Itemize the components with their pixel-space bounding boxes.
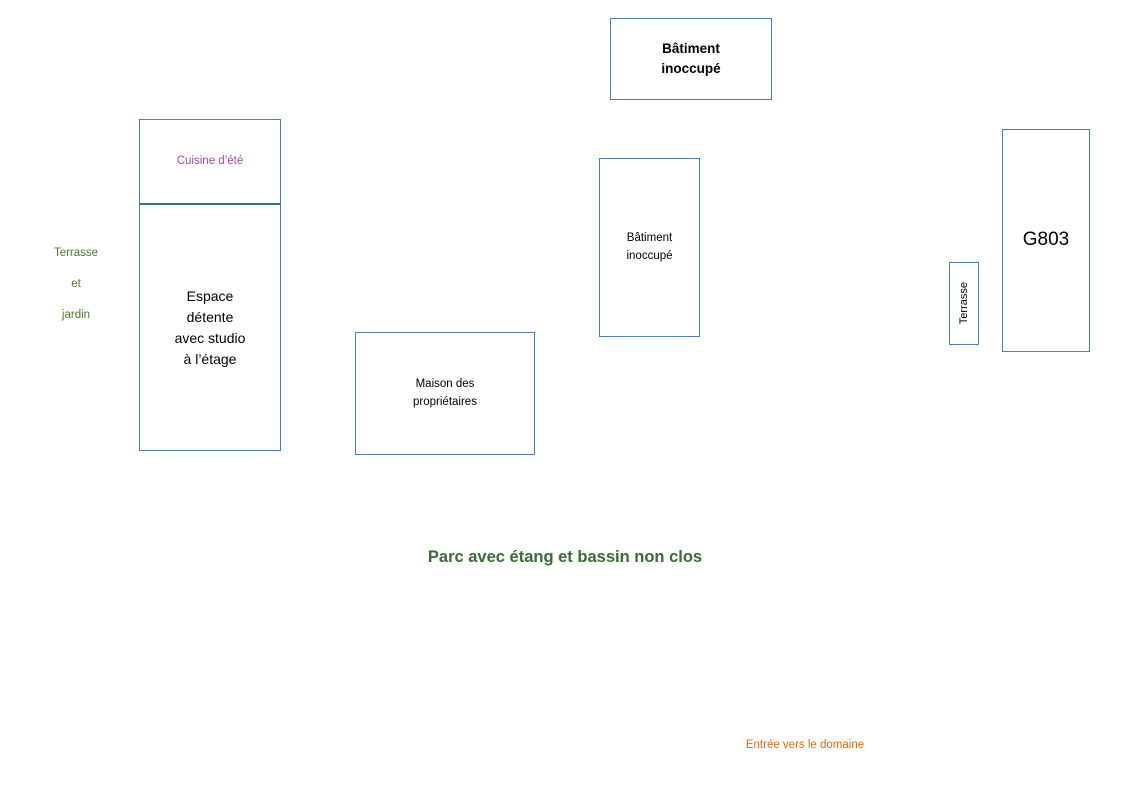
building-g803 — [1002, 129, 1090, 352]
building-label: G803 — [1022, 229, 1070, 251]
building-espace-detente — [139, 205, 281, 451]
building-maison-des-proprietaires — [355, 332, 535, 455]
building-label: Terrasse — [957, 282, 970, 325]
building-label: Espace détente avec studio à l’étage — [174, 287, 246, 367]
annotation-entree-vers-le-domaine: Entrée vers le domaine — [745, 739, 865, 751]
building-label: Cuisine d’été — [176, 154, 244, 167]
building-batiment-inoccupe-top — [610, 18, 772, 100]
building-batiment-inoccupe-middle — [599, 158, 700, 337]
annotation-parc: Parc avec étang et bassin non clos — [427, 548, 703, 566]
building-terrasse — [949, 262, 979, 345]
building-label: Bâtiment inoccupé — [661, 41, 721, 76]
building-label: Bâtiment inoccupé — [626, 232, 673, 262]
building-cuisine-d-ete — [139, 119, 281, 205]
building-label: Maison des propriétaires — [413, 378, 477, 408]
annotation-terrasse-et-jardin: Terrasse et jardin — [53, 247, 99, 322]
